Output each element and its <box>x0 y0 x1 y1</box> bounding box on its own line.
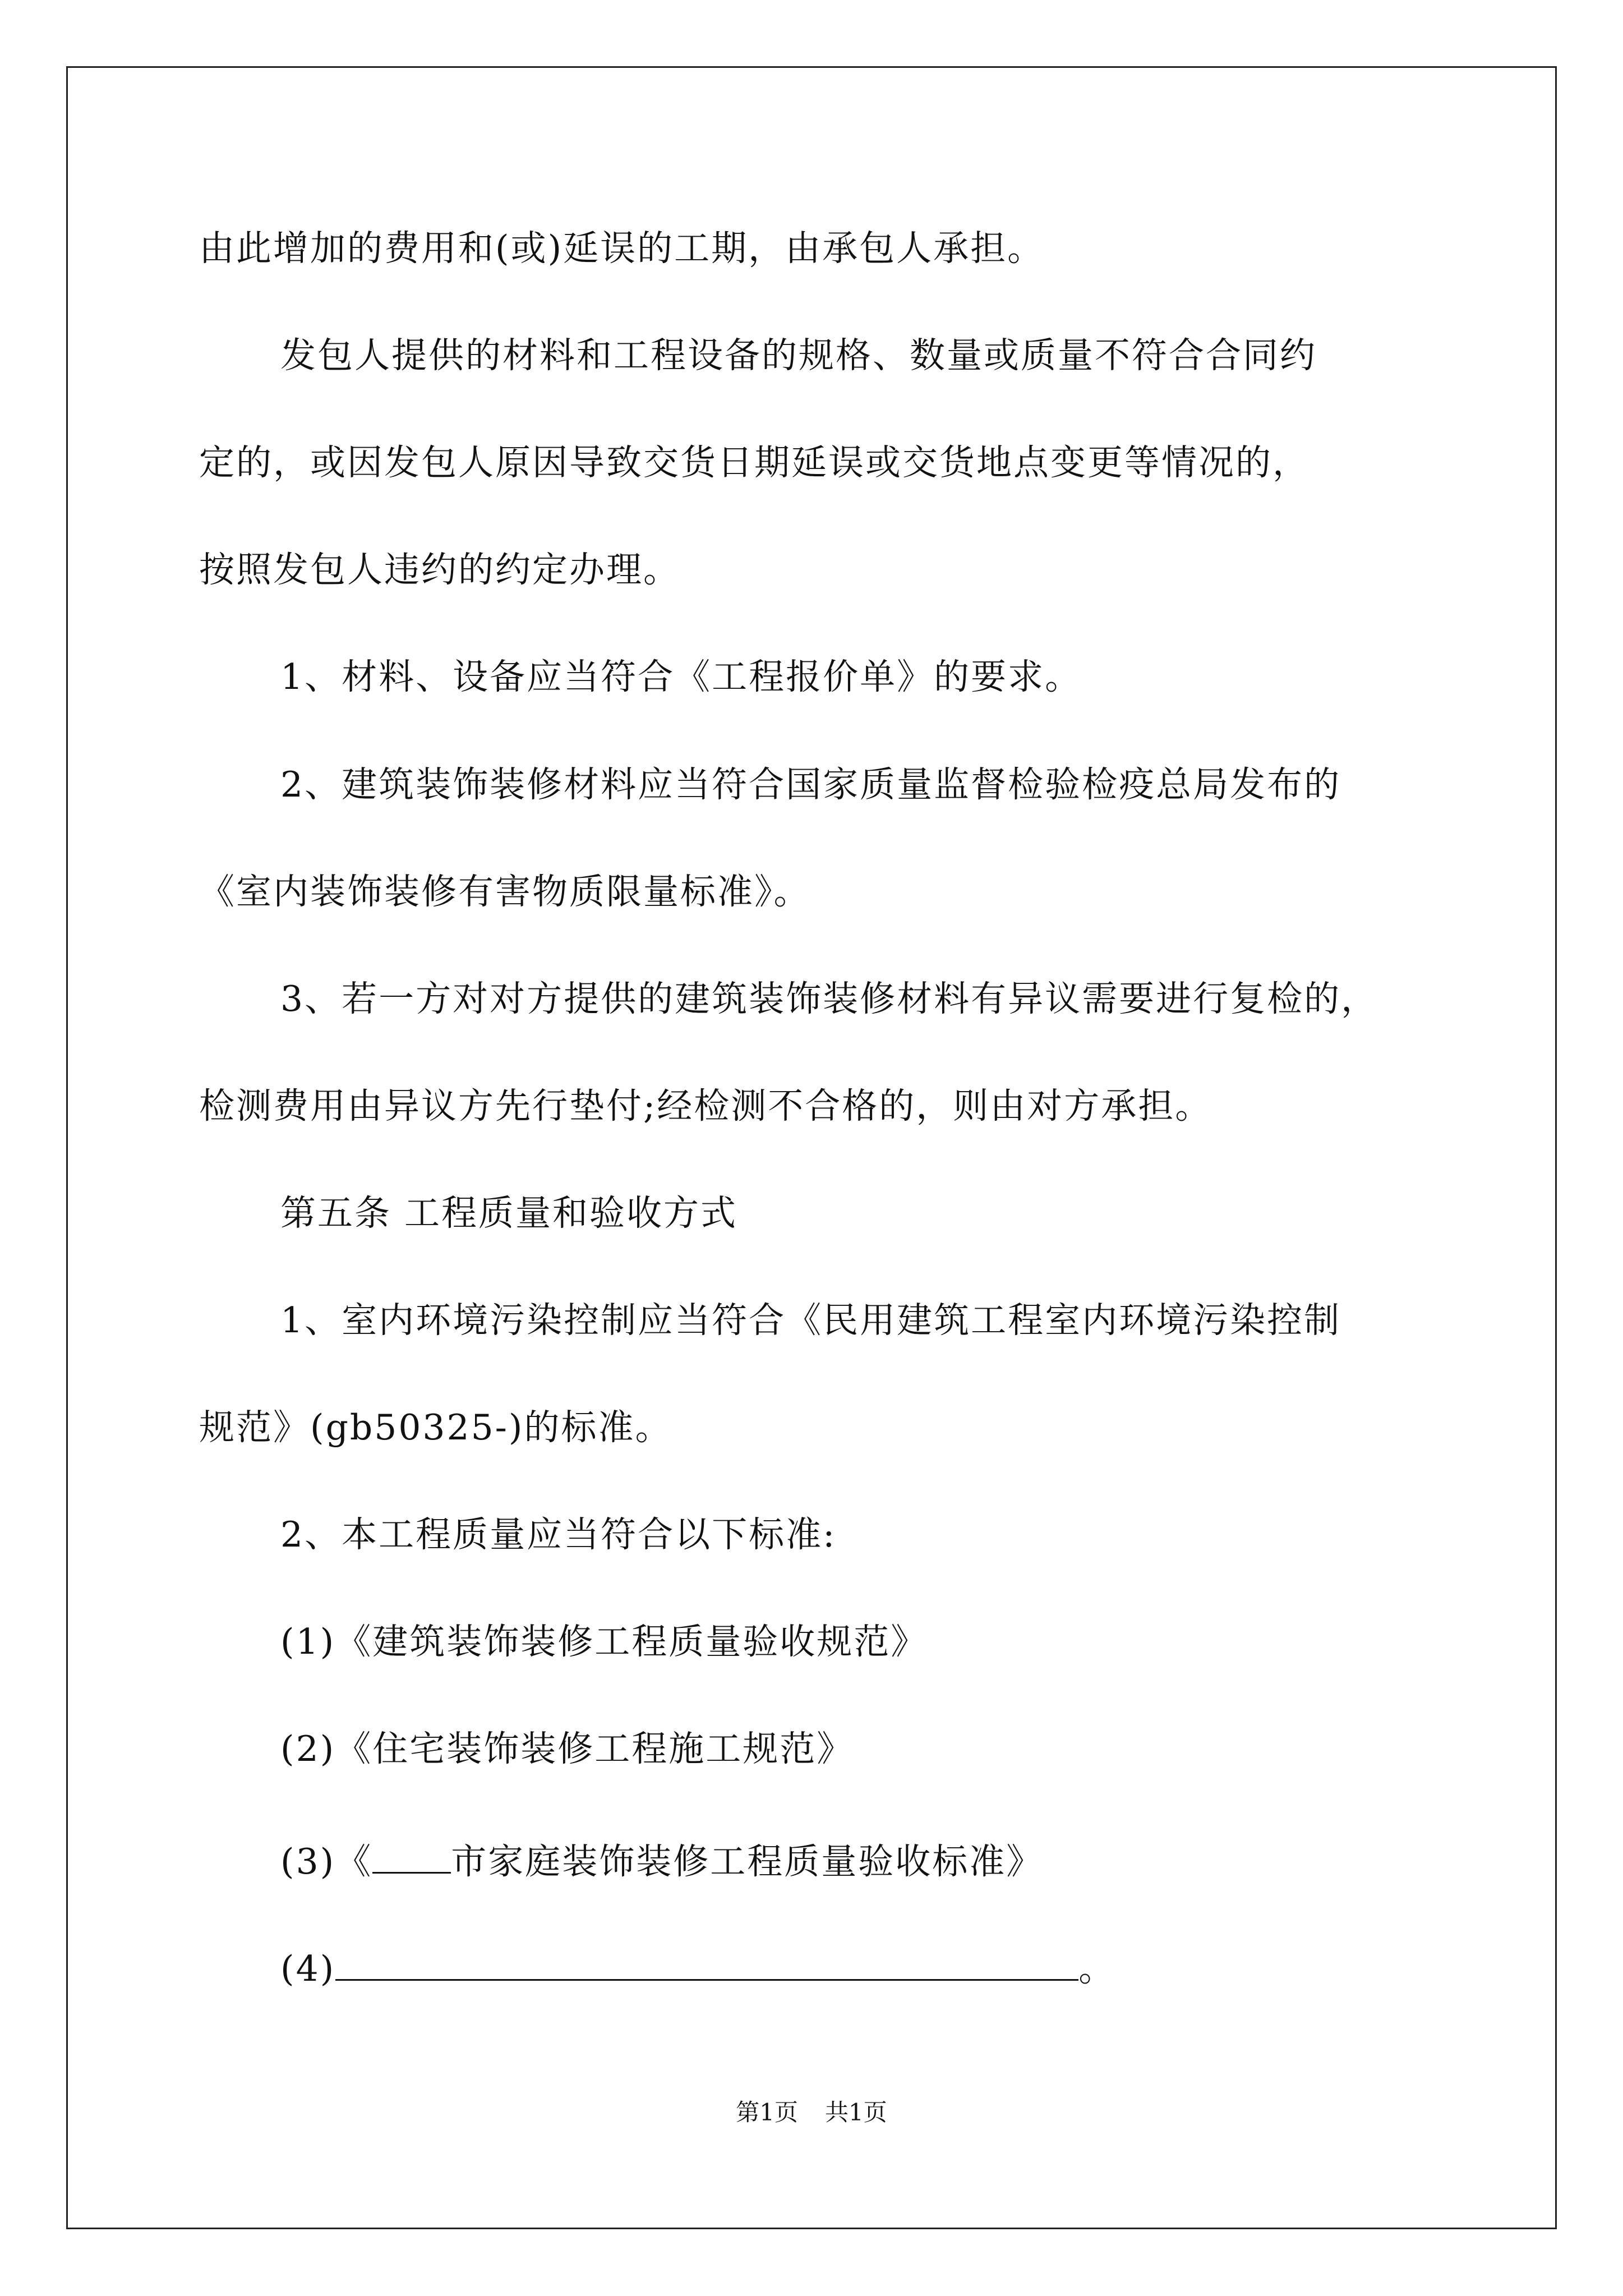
standard-item-4-suffix: 。 <box>1078 1948 1116 1989</box>
body-line-2: 发包人提供的材料和工程设备的规格、数量或质量不符合合同约 <box>280 335 1317 376</box>
page-border <box>66 66 1557 2229</box>
section-heading: 第五条 工程质量和验收方式 <box>280 1193 738 1234</box>
body-line-8: 3、若一方对对方提供的建筑装饰装修材料有异议需要进行复检的， <box>280 978 1378 1019</box>
standard-item-1: (1)《建筑装饰装修工程质量验收规范》 <box>280 1621 928 1662</box>
body-line-6: 2、建筑装饰装修材料应当符合国家质量监督检验检疫总局发布的 <box>280 764 1341 805</box>
body-line-11: 1、室内环境污染控制应当符合《民用建筑工程室内环境污染控制 <box>280 1300 1341 1341</box>
standard-item-3-prefix: (3)《 <box>280 1841 373 1882</box>
standard-item-3-suffix: 市家庭装饰装修工程质量验收标准》 <box>451 1841 1044 1882</box>
body-line-3: 定的，或因发包人原因导致交货日期延误或交货地点变更等情况的， <box>199 442 1310 483</box>
body-line-13: 2、本工程质量应当符合以下标准: <box>280 1514 837 1555</box>
body-line-12: 规范》(gb50325-)的标准。 <box>199 1407 672 1448</box>
body-line-4: 按照发包人违约的约定办理。 <box>199 549 680 590</box>
page-footer <box>0 2101 1623 2124</box>
body-line-7: 《室内装饰装修有害物质限量标准》。 <box>199 871 811 912</box>
fill-in-blank-city <box>372 1838 451 1874</box>
standard-item-4-prefix: (4) <box>280 1948 336 1989</box>
body-line-9: 检测费用由异议方先行垫付;经检测不合格的，则由对方承担。 <box>199 1085 1212 1126</box>
body-line-5: 1、材料、设备应当符合《工程报价单》的要求。 <box>280 656 1082 697</box>
page-number: 第1页 <box>736 2099 798 2126</box>
standard-item-3 <box>280 1838 1044 1882</box>
fill-in-blank-standard <box>335 1945 1078 1981</box>
standard-item-2: (2)《住宅装饰装修工程施工规范》 <box>280 1728 854 1769</box>
body-line-1: 由此增加的费用和(或)延误的工期，由承包人承担。 <box>199 228 1045 269</box>
page-total: 共1页 <box>825 2099 887 2126</box>
standard-item-4 <box>280 1945 1116 1989</box>
